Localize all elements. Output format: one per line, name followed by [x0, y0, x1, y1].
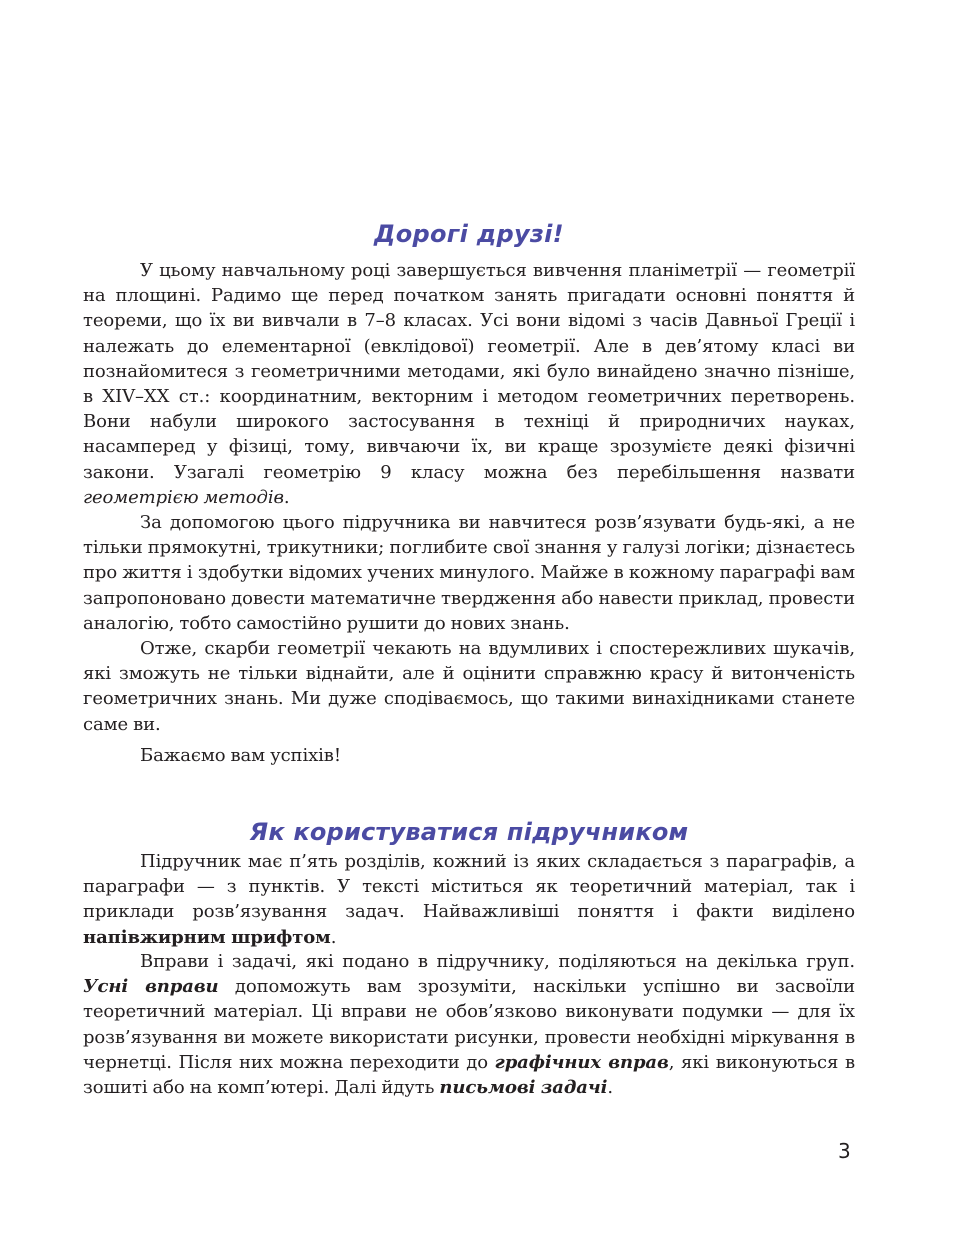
- intro-section: [83, 258, 855, 768]
- howto-paragraph-1-bold: напівжирним шрифтом: [83, 926, 331, 948]
- written-tasks-term: письмові задачі: [439, 1077, 608, 1099]
- howto-section-2: [83, 949, 855, 1100]
- howto-paragraph-1: [83, 849, 855, 950]
- howto-section-1: [83, 849, 855, 950]
- intro-paragraph-1-end: .: [283, 486, 290, 508]
- intro-paragraph-1: [83, 258, 855, 510]
- howto-paragraph-2-end: .: [607, 1077, 613, 1099]
- howto-paragraph-1-end: .: [330, 926, 337, 948]
- intro-greeting: Бажаємо вам успіхів!: [140, 744, 341, 766]
- intro-paragraph-1-text: У цьому навчальному році завершується вивчення планіметрії — геометрії на площині. Радимо ще перед початком занять пригадати основні поняття й теореми, що їх ви вивчали в 7–8 класах. Усі вони відомі з часів Давньої Греції і належать до елементарної (евклідової) геометрії. Але в дев’ятому класі ви познайомитеся з геометричними методами, які було винайдено значно пізніше, в XIV–XX ст.: координатним, векторним і методом геометричних перетворень. Вони набули широкого застосування в техніці й природничих науках, насамперед у фізиці, тому, вивчаючи їх, ви краще зрозумієте деякі фізичні закони. Узагалі геометрію 9 класу можна без перебільшення назвати: [83, 260, 855, 483]
- howto-paragraph-1-text: Підручник має п’ять розділів, кожний із яких складається з параграфів, а параграфи — з пунктів. У тексті міститься як теоретичний матеріал, так і приклади розв’язування задач. Найважливіші поняття і факти виділено: [83, 851, 855, 923]
- graphic-exercises-term: графічних вправ: [494, 1051, 669, 1073]
- intro-heading: Дорогі друзі!: [374, 220, 564, 248]
- intro-paragraph-3: Отже, скарби геометрії чекають на вдумливих і спостережливих шукачів, які зможуть не тільки віднайти, але й оцінити справжню красу й витонченість геометричних знань. Ми дуже сподіваємось, що такими винахідниками станете саме ви.: [83, 638, 855, 735]
- howto-paragraph-2-mid1: допоможуть вам зрозуміти, наскільки успішно ви засвоїли теоретичний матеріал. Ці вправи не обов’язково виконувати подумки — для їх розв’язування ви можете використати рисунки, провести необхідні міркування в чернетці. Після них можна переходити до: [83, 976, 855, 1073]
- oral-exercises-term: Усні вправи: [83, 976, 219, 998]
- howto-heading: Як користуватися підручником: [249, 818, 689, 846]
- howto-paragraph-2: [83, 949, 855, 1100]
- intro-paragraph-2: За допомогою цього підручника ви навчитеся розв’язувати будь-які, а не тільки прямокутні, трикутники; поглибите свої знання у галузі логіки; дізнаєтесь про життя і здобутки відомих учених минулого. Майже в кожному параграфі вам запропоновано довести математичне твердження або навести приклад, провести аналогію, тобто самостійно рушити до нових знань.: [83, 512, 855, 634]
- page-number: 3: [838, 1139, 851, 1163]
- howto-paragraph-2-start: Вправи і задачі, які подано в підручнику, поділяються на декілька груп.: [140, 951, 855, 972]
- intro-paragraph-1-italic: геометрією методів: [83, 486, 284, 508]
- howto-paragraph-2-mid2: , які виконуються в зошиті або на комп’ютері. Далі йдуть: [83, 1051, 855, 1099]
